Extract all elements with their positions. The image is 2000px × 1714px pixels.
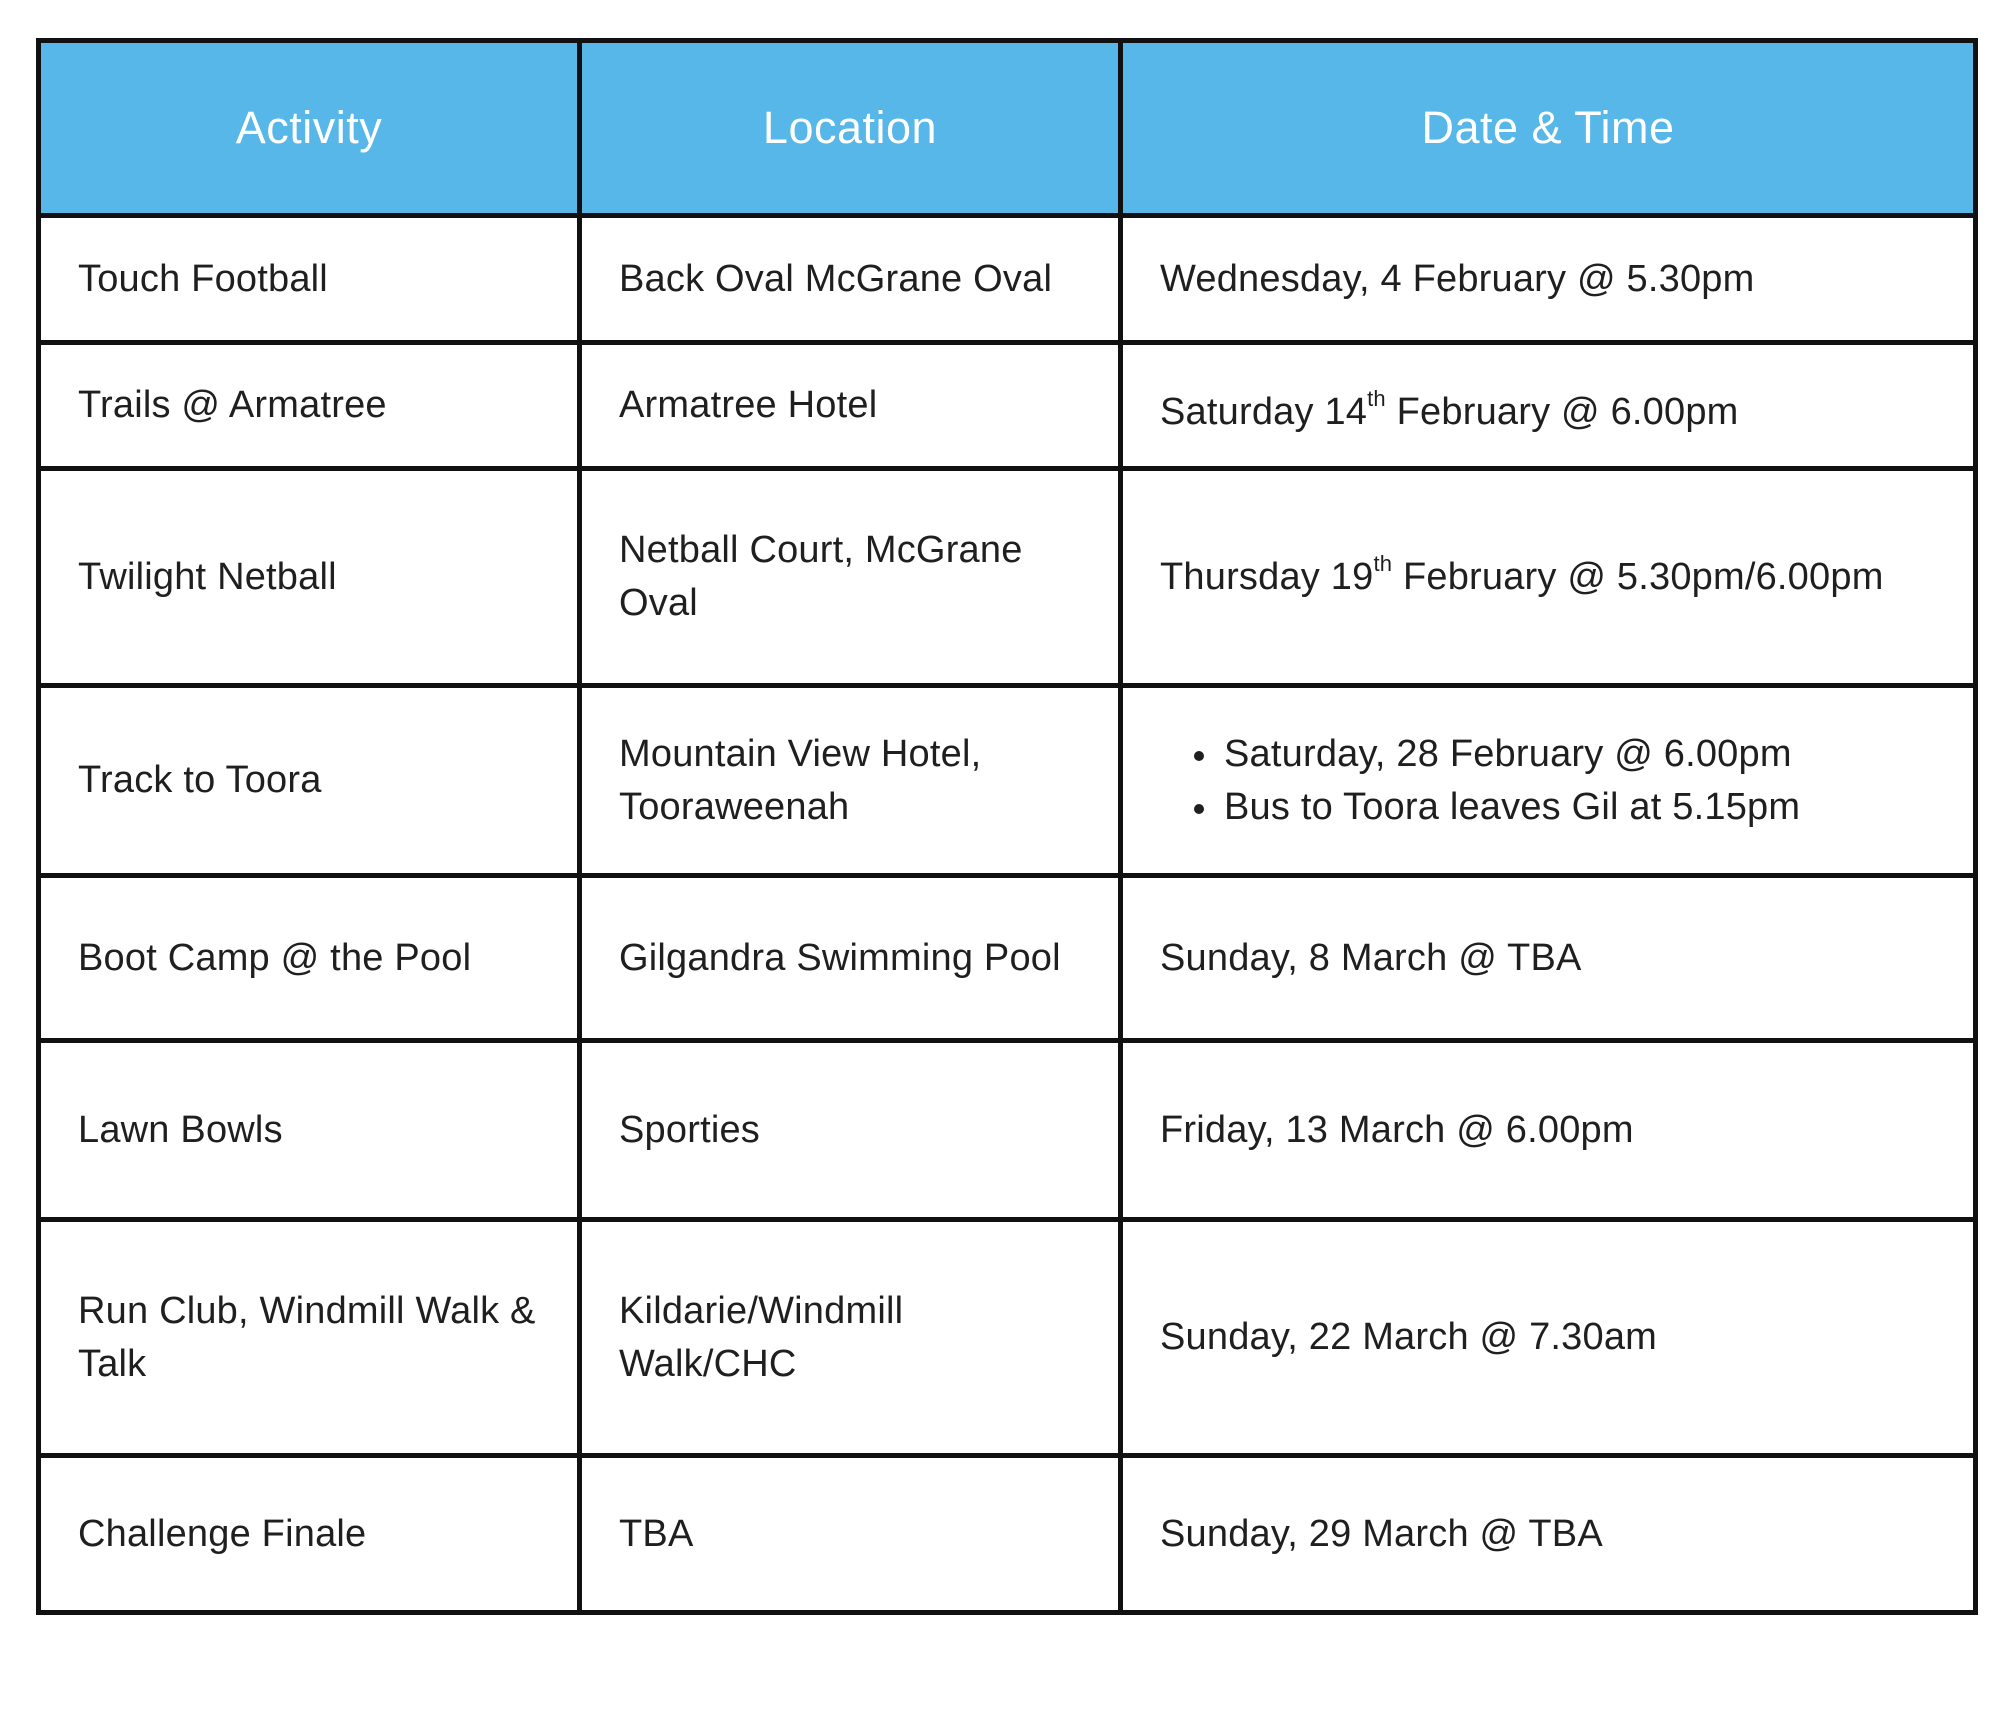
date-time-cell — [1121, 1041, 1976, 1220]
date-time-text: Sunday, 29 March @ TBA — [1160, 1512, 1603, 1555]
date-time-bullet-list — [1160, 728, 1939, 834]
table-row — [39, 1456, 1976, 1613]
date-time-cell — [1121, 1456, 1976, 1613]
date-time-text: Wednesday, 4 February @ 5.30pm — [1160, 257, 1755, 300]
ordinal-suffix: th — [1367, 386, 1386, 411]
date-time-text: Sunday, 8 March @ TBA — [1160, 936, 1582, 979]
location-cell: TBA — [580, 1456, 1121, 1613]
activity-cell: Lawn Bowls — [39, 1041, 580, 1220]
date-time-text-rest: February @ 5.30pm/6.00pm — [1392, 555, 1884, 598]
date-time-text: Friday, 13 March @ 6.00pm — [1160, 1108, 1634, 1151]
header-activity: Activity — [39, 41, 580, 216]
location-cell: Mountain View Hotel, Tooraweenah — [580, 686, 1121, 876]
date-time-text: Thursday 19 — [1160, 555, 1374, 598]
location-cell: Netball Court, McGrane Oval — [580, 469, 1121, 686]
location-cell: Gilgandra Swimming Pool — [580, 876, 1121, 1041]
table-row — [39, 469, 1976, 686]
date-time-cell — [1121, 469, 1976, 686]
activity-cell: Boot Camp @ the Pool — [39, 876, 580, 1041]
date-time-text-rest: February @ 6.00pm — [1385, 391, 1739, 433]
date-time-cell — [1121, 343, 1976, 469]
date-time-text: Saturday 14 — [1160, 391, 1368, 433]
ordinal-suffix: th — [1373, 550, 1393, 576]
table-row — [39, 343, 1976, 469]
table-row — [39, 1220, 1976, 1456]
activity-cell: Twilight Netball — [39, 469, 580, 686]
date-time-cell — [1121, 686, 1976, 876]
date-time-cell — [1121, 876, 1976, 1041]
bullet-item: Saturday, 28 February @ 6.00pm — [1194, 728, 1939, 781]
header-location: Location — [580, 41, 1121, 216]
table-row — [39, 1041, 1976, 1220]
activity-cell: Touch Football — [39, 216, 580, 343]
bullet-item: Bus to Toora leaves Gil at 5.15pm — [1194, 781, 1939, 834]
header-date-time: Date & Time — [1121, 41, 1976, 216]
activity-cell: Trails @ Armatree — [39, 343, 580, 469]
activity-cell: Track to Toora — [39, 686, 580, 876]
date-time-cell — [1121, 1220, 1976, 1456]
table-row — [39, 876, 1976, 1041]
location-cell: Armatree Hotel — [580, 343, 1121, 469]
header-row — [39, 41, 1976, 216]
date-time-text: Sunday, 22 March @ 7.30am — [1160, 1316, 1658, 1358]
date-time-cell — [1121, 216, 1976, 343]
table-row — [39, 686, 1976, 876]
location-cell: Kildarie/Windmill Walk/CHC — [580, 1220, 1121, 1456]
activity-schedule-table — [36, 38, 1978, 1615]
table-row — [39, 216, 1976, 343]
activity-cell: Challenge Finale — [39, 1456, 580, 1613]
location-cell: Back Oval McGrane Oval — [580, 216, 1121, 343]
location-cell: Sporties — [580, 1041, 1121, 1220]
activity-cell: Run Club, Windmill Walk & Talk — [39, 1220, 580, 1456]
